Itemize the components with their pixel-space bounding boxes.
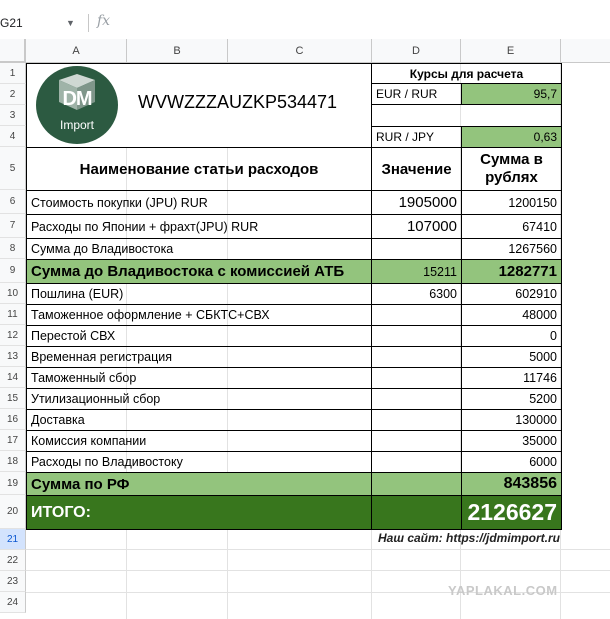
total-label[interactable]: ИТОГО:: [26, 495, 372, 530]
row-header-selected[interactable]: 21: [0, 529, 26, 550]
sum-rf-amount[interactable]: 843856: [461, 472, 562, 496]
item-value[interactable]: 107000: [371, 214, 462, 239]
item-sum[interactable]: 1267560: [461, 238, 562, 260]
item-sum[interactable]: 48000: [461, 304, 562, 326]
item-label[interactable]: Расходы по Владивостоку: [26, 451, 372, 473]
item-label[interactable]: Таможенное оформление + СБКТС+СВХ: [26, 304, 372, 326]
row-header[interactable]: 2: [0, 84, 26, 105]
vin-number: WVWZZZAUZKP534471: [138, 92, 338, 112]
row-header[interactable]: 12: [0, 325, 26, 346]
eur-rur-value[interactable]: 95,7: [461, 83, 562, 105]
total-amount[interactable]: 2126627: [461, 495, 562, 530]
row-header[interactable]: 3: [0, 105, 26, 126]
gridline: [26, 549, 610, 550]
row-header[interactable]: 13: [0, 346, 26, 367]
row-header[interactable]: 24: [0, 592, 26, 613]
item-value[interactable]: [371, 346, 462, 368]
row-header[interactable]: 16: [0, 409, 26, 430]
sum-rf-label[interactable]: Сумма по РФ: [26, 472, 372, 496]
row-header[interactable]: 17: [0, 430, 26, 451]
row-header[interactable]: 20: [0, 495, 26, 529]
item-label[interactable]: Расходы по Японии + фрахт(JPU) RUR: [26, 214, 372, 239]
company-logo: [36, 66, 118, 144]
item-label[interactable]: Стоимость покупки (JPU) RUR: [26, 190, 372, 215]
watermark: YAPLAKAL.COM: [448, 583, 558, 598]
item-sum[interactable]: 5000: [461, 346, 562, 368]
row-header[interactable]: 23: [0, 571, 26, 592]
item-label[interactable]: Доставка: [26, 409, 372, 431]
column-header-d[interactable]: D: [372, 39, 461, 63]
item-label[interactable]: Сумма до Владивостока: [26, 238, 372, 260]
item-value[interactable]: [371, 409, 462, 431]
item-label[interactable]: Временная регистрация: [26, 346, 372, 368]
row-header[interactable]: 8: [0, 238, 26, 259]
item-sum[interactable]: 1200150: [461, 190, 562, 215]
row-header[interactable]: 19: [0, 472, 26, 495]
item-value[interactable]: 15211: [371, 259, 462, 284]
rates-empty-row[interactable]: [371, 104, 562, 127]
header-name[interactable]: Наименование статьи расходов: [26, 147, 372, 191]
column-header-f[interactable]: [561, 39, 610, 63]
logo-letters: DM: [62, 88, 92, 110]
item-label[interactable]: Утилизационный сбор: [26, 388, 372, 410]
header-sum[interactable]: Сумма в рублях: [461, 147, 562, 191]
rur-jpy-value[interactable]: 0,63: [461, 126, 562, 148]
item-value[interactable]: [371, 238, 462, 260]
total-value[interactable]: [371, 495, 462, 530]
row-header[interactable]: 6: [0, 190, 26, 214]
item-value[interactable]: [371, 451, 462, 473]
row-header[interactable]: 5: [0, 147, 26, 190]
item-value[interactable]: [371, 430, 462, 452]
eur-rur-label[interactable]: EUR / RUR: [371, 83, 462, 105]
row-header[interactable]: 11: [0, 304, 26, 325]
item-sum[interactable]: 67410: [461, 214, 562, 239]
formula-bar-divider: [88, 14, 89, 32]
row-header[interactable]: 15: [0, 388, 26, 409]
row-header[interactable]: 18: [0, 451, 26, 472]
item-value[interactable]: [371, 367, 462, 389]
row-header[interactable]: 1: [0, 63, 26, 84]
row-header[interactable]: 9: [0, 259, 26, 283]
item-value[interactable]: 6300: [371, 283, 462, 305]
column-header-c[interactable]: C: [228, 39, 372, 63]
item-label-highlight[interactable]: Сумма до Владивостока с комиссией АТБ: [26, 259, 372, 284]
column-header-a[interactable]: A: [26, 39, 127, 63]
row-header[interactable]: 14: [0, 367, 26, 388]
item-label[interactable]: Перестой СВХ: [26, 325, 372, 347]
row-header[interactable]: 7: [0, 214, 26, 238]
header-value[interactable]: Значение: [371, 147, 462, 191]
gridline: [26, 570, 610, 571]
chevron-down-icon[interactable]: ▼: [66, 18, 75, 28]
item-sum[interactable]: 0: [461, 325, 562, 347]
row-header[interactable]: 4: [0, 126, 26, 147]
row-header[interactable]: 10: [0, 283, 26, 304]
logo-word: Import: [59, 118, 94, 132]
item-value[interactable]: [371, 304, 462, 326]
item-sum[interactable]: 11746: [461, 367, 562, 389]
item-sum[interactable]: 35000: [461, 430, 562, 452]
name-box[interactable]: [0, 12, 80, 34]
item-label[interactable]: Таможенный сбор: [26, 367, 372, 389]
sum-rf-value[interactable]: [371, 472, 462, 496]
item-sum-highlight[interactable]: 1282771: [461, 259, 562, 284]
column-header-e[interactable]: E: [461, 39, 561, 63]
item-value[interactable]: [371, 325, 462, 347]
item-sum[interactable]: 6000: [461, 451, 562, 473]
row-header[interactable]: 22: [0, 550, 26, 571]
fx-icon: fx: [97, 13, 111, 29]
item-sum[interactable]: 130000: [461, 409, 562, 431]
item-label[interactable]: Пошлина (EUR): [26, 283, 372, 305]
select-all-corner[interactable]: [0, 39, 26, 63]
item-value[interactable]: [371, 388, 462, 410]
item-label[interactable]: Комиссия компании: [26, 430, 372, 452]
rur-jpy-label[interactable]: RUR / JPY: [371, 126, 462, 148]
item-sum[interactable]: 602910: [461, 283, 562, 305]
column-header-b[interactable]: B: [127, 39, 228, 63]
rates-title[interactable]: Курсы для расчета: [371, 63, 562, 84]
item-sum[interactable]: 5200: [461, 388, 562, 410]
name-box-value: G21: [0, 16, 23, 30]
site-link-text[interactable]: Наш сайт: https://jdmimport.ru: [377, 531, 560, 545]
item-value[interactable]: 1905000: [371, 190, 462, 215]
